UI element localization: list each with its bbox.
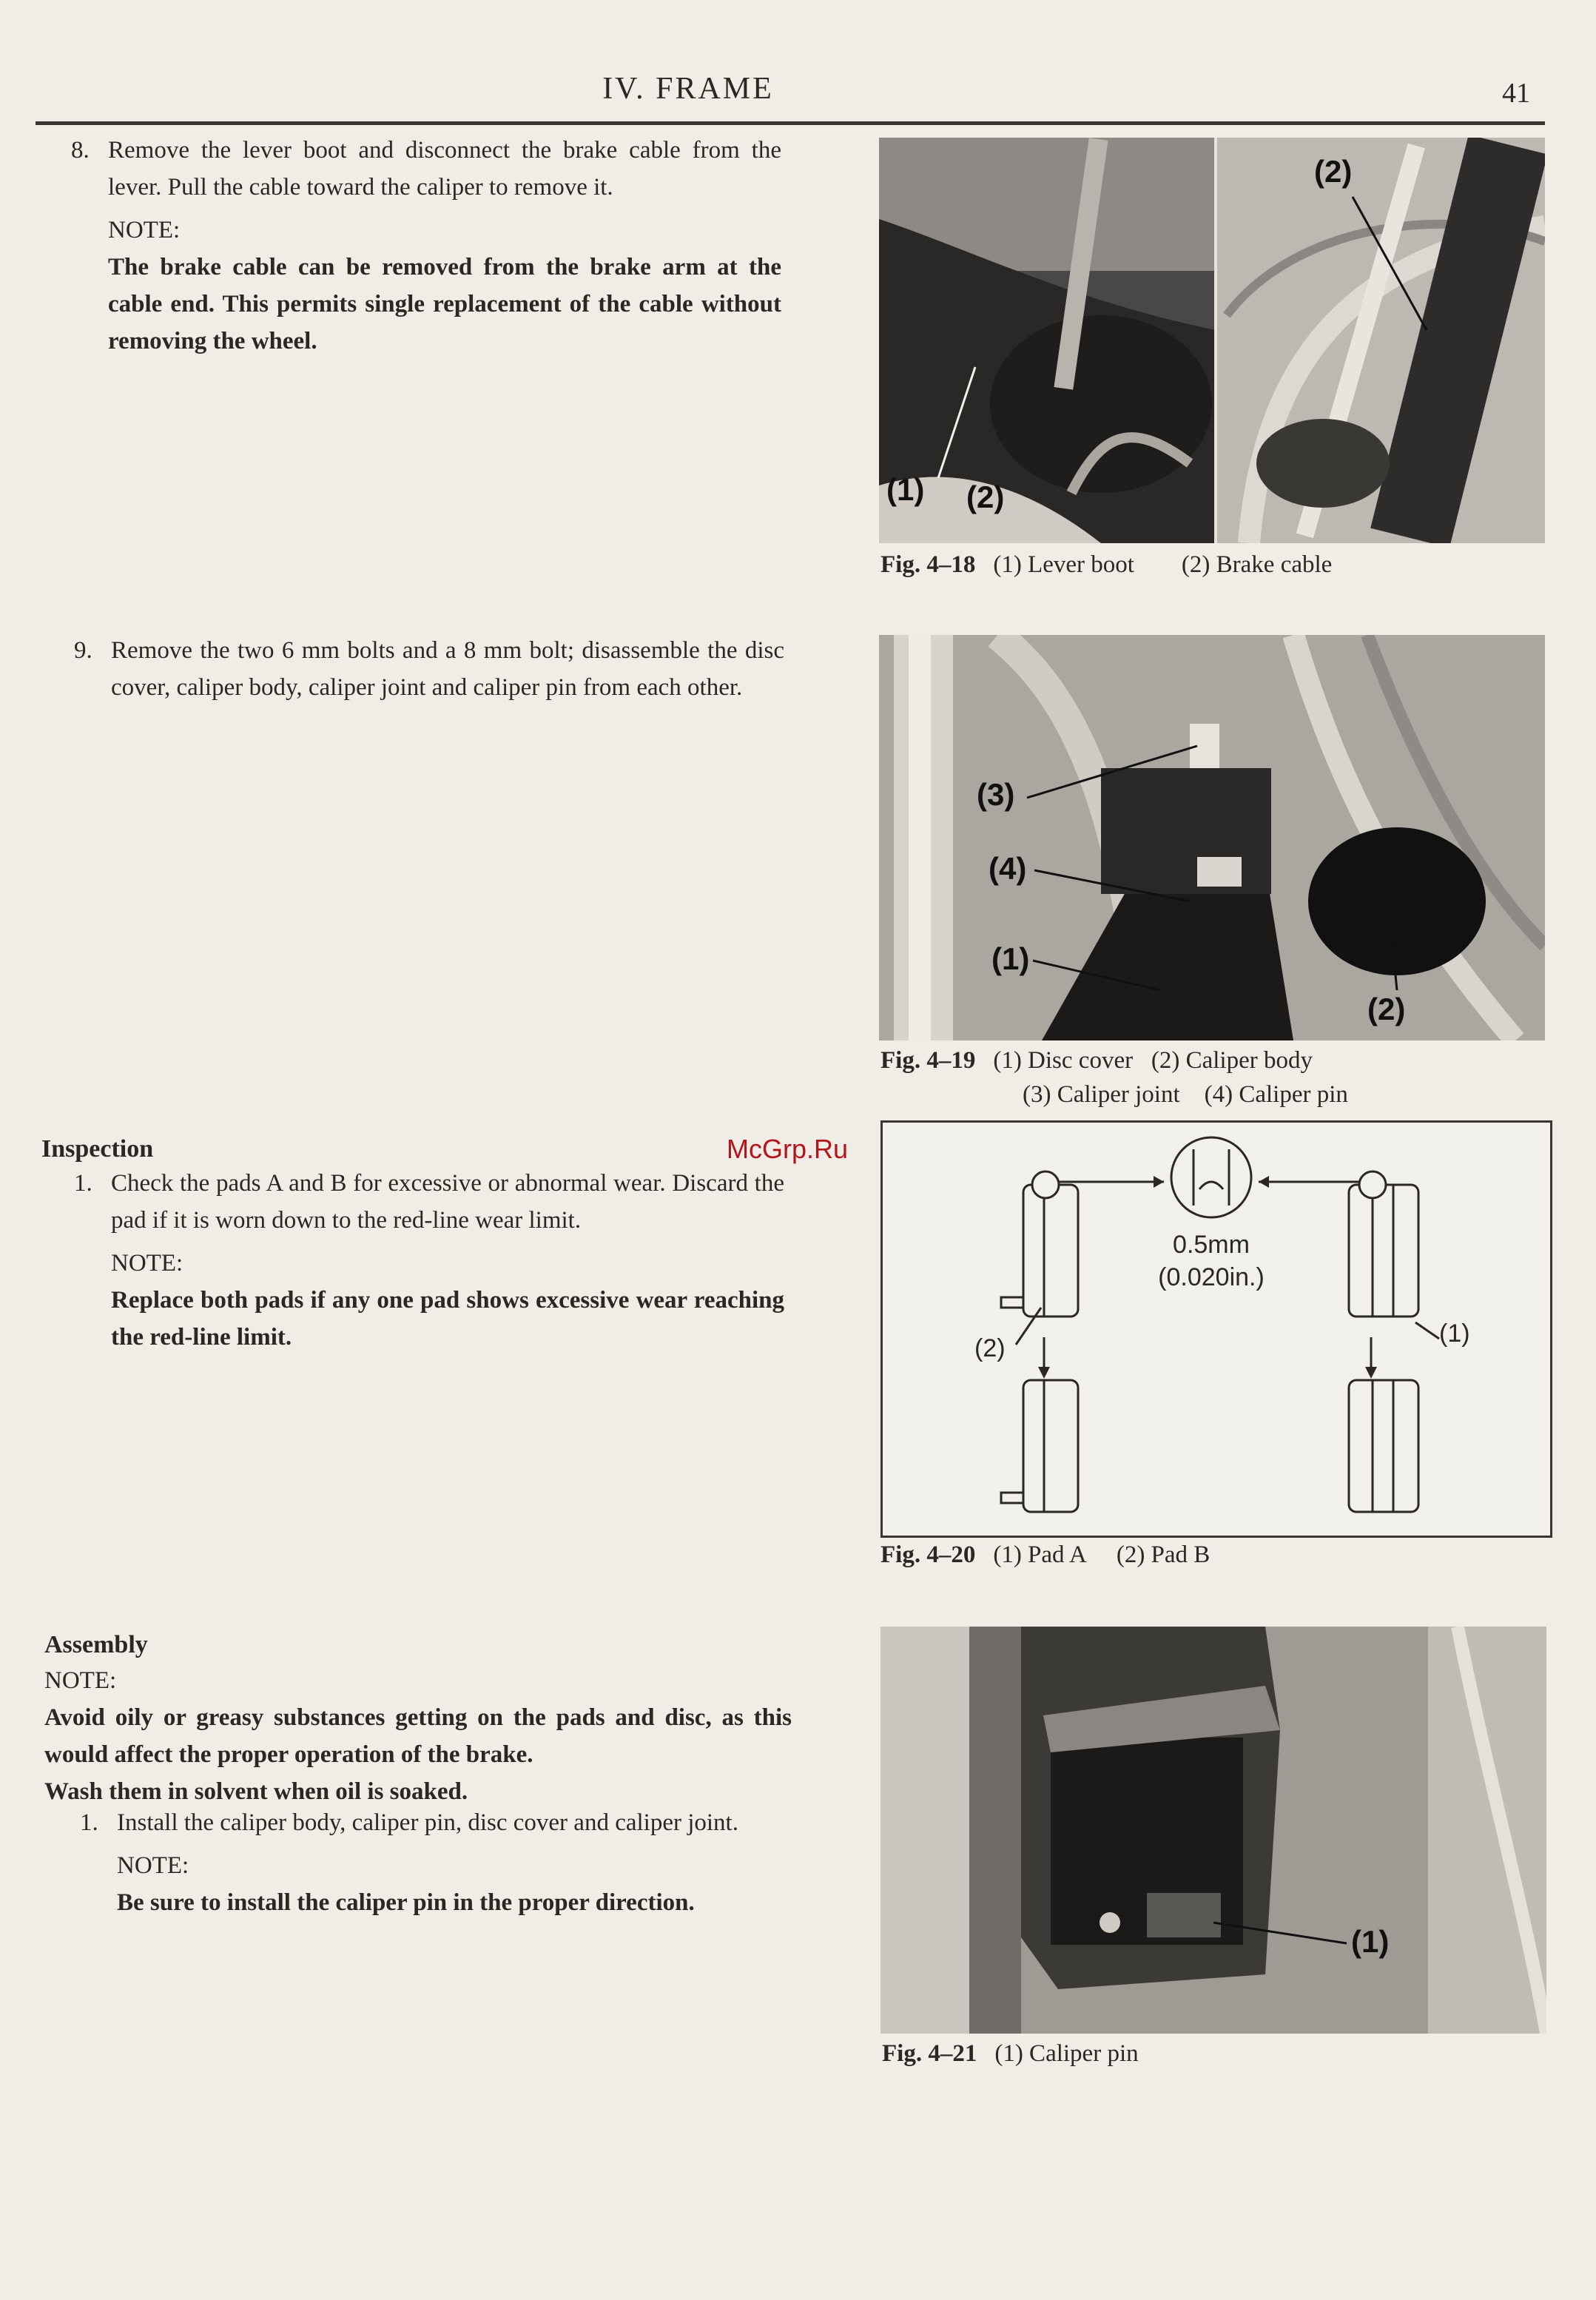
- figure-label: Fig. 4–18: [881, 551, 976, 578]
- inspection-heading: Inspection: [41, 1135, 154, 1163]
- assembly-note-text: Wash them in solvent when oil is soaked.: [44, 1778, 468, 1805]
- callout-1: (1): [991, 941, 1030, 976]
- callout-1: (1): [1351, 1924, 1390, 1959]
- figure-label: Fig. 4–20: [881, 1541, 976, 1568]
- inspection-step-1: [74, 1165, 784, 1356]
- step-number: 8.: [71, 137, 90, 164]
- figure-4-21-photo: [881, 1627, 1546, 2034]
- caption-item: (1) Caliper pin: [994, 2040, 1139, 2067]
- note-heading: NOTE:: [117, 1852, 189, 1879]
- figure-4-18-caption: [881, 548, 1332, 582]
- step-8: [71, 132, 781, 360]
- note-text: Be sure to install the caliper pin in the proper direction.: [117, 1889, 695, 1916]
- step-number: 1.: [74, 1170, 92, 1197]
- assembly-heading: Assembly: [44, 1631, 148, 1658]
- assembly-step-1: [80, 1804, 790, 1921]
- figure-label: Fig. 4–19: [881, 1047, 976, 1074]
- caption-item: (2) Brake cable: [1181, 551, 1333, 578]
- callout-1: (1): [1439, 1319, 1470, 1348]
- figure-label: Fig. 4–21: [882, 2040, 977, 2067]
- caption-item: (4) Caliper pin: [1204, 1081, 1348, 1108]
- section-title: IV. FRAME: [602, 72, 774, 106]
- assembly-note-heading: NOTE:: [44, 1667, 117, 1694]
- assembly-section: [44, 1628, 792, 1810]
- step-text: Remove the lever boot and disconnect the brake cable from the lever. Pull the cable toward the caliper to remove it.: [108, 137, 781, 201]
- note-text: Replace both pads if any one pad shows excessive wear reaching the red-line limit.: [111, 1287, 784, 1351]
- figure-4-20-diagram: [881, 1120, 1552, 1538]
- step-number: 9.: [74, 637, 92, 664]
- figure-4-20-caption: [881, 1538, 1210, 1572]
- callout-2: (2): [1367, 992, 1406, 1026]
- figure-4-21-caption: [882, 2037, 1139, 2071]
- caption-item: (2) Pad B: [1116, 1541, 1211, 1568]
- callout-4: (4): [989, 851, 1027, 886]
- figure-4-19-photo: [879, 635, 1545, 1040]
- caption-item: (2) Caliper body: [1151, 1047, 1313, 1074]
- note-heading: NOTE:: [111, 1250, 183, 1277]
- note-text: The brake cable can be removed from the brake arm at the cable end. This permits single replacement of the cable without removing the wheel.: [108, 254, 781, 354]
- note-heading: NOTE:: [108, 217, 181, 243]
- caption-item: (1) Disc cover: [993, 1047, 1134, 1074]
- caption-item: (3) Caliper joint: [1023, 1081, 1180, 1108]
- callout-2: (2): [974, 1334, 1006, 1362]
- step-number: 1.: [80, 1809, 98, 1836]
- step-9: [74, 632, 784, 706]
- measurement-mm: 0.5mm: [1173, 1231, 1250, 1259]
- watermark: McGrp.Ru: [727, 1134, 849, 1164]
- callout-1: (1): [886, 472, 925, 507]
- figure-4-19-caption-line2: [1023, 1077, 1348, 1112]
- page-number: 41: [1502, 78, 1530, 109]
- assembly-note-text: Avoid oily or greasy substances getting on the pads and disc, as this would affect the proper operation of the brake.: [44, 1704, 792, 1768]
- step-text: Check the pads A and B for excessive or abnormal wear. Discard the pad if it is worn down to the red-line wear limit.: [111, 1170, 784, 1234]
- figure-4-19-caption: [881, 1043, 1313, 1077]
- callout-2: (2): [966, 480, 1005, 514]
- caption-item: (1) Lever boot: [993, 551, 1134, 578]
- step-text: Install the caliper body, caliper pin, disc cover and caliper joint.: [117, 1809, 738, 1836]
- step-text: Remove the two 6 mm bolts and a 8 mm bolt; disassemble the disc cover, caliper body, caliper joint and caliper pin from each other.: [111, 637, 784, 701]
- callout-3: (3): [977, 777, 1015, 812]
- callout-2-right: (2): [1314, 154, 1353, 189]
- caption-item: (1) Pad A: [993, 1541, 1087, 1568]
- figure-4-18-photo: [879, 138, 1545, 543]
- header-rule: [36, 121, 1545, 125]
- measurement-in: (0.020in.): [1158, 1263, 1265, 1291]
